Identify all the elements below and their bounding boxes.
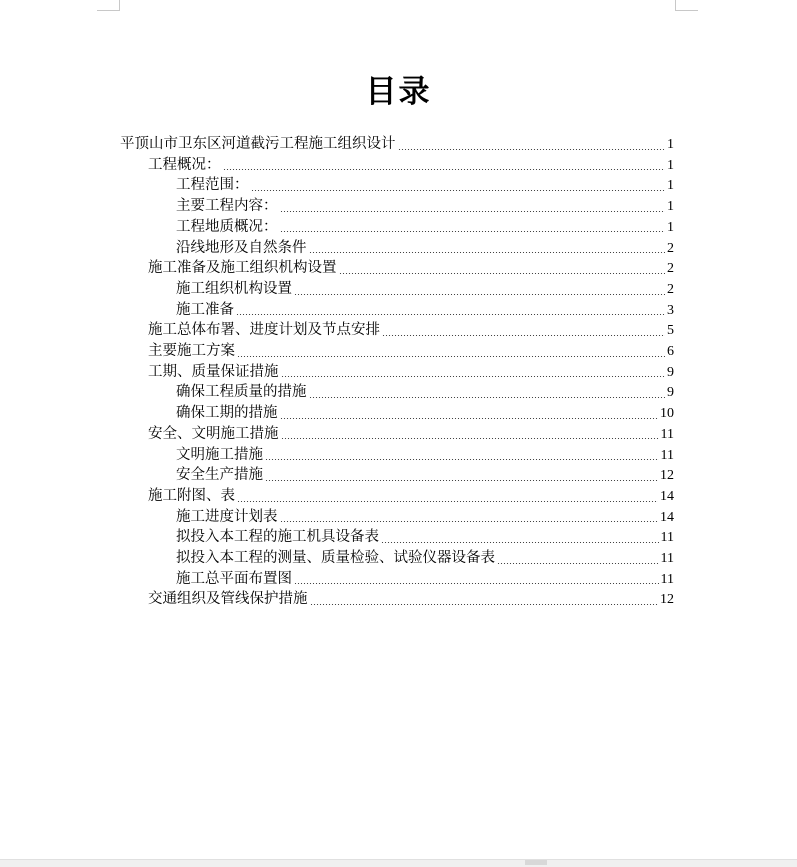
toc-entry-title: 施工组织机构设置 xyxy=(176,280,292,297)
toc-page-number: 11 xyxy=(660,530,674,546)
toc-entry-title: 安全、文明施工措施 xyxy=(148,425,279,442)
toc-entry[interactable] xyxy=(176,548,674,569)
toc-entry[interactable] xyxy=(176,196,674,217)
toc-entry-title: 平顶山市卫东区河道截污工程施工组织设计 xyxy=(120,136,396,152)
toc-entry[interactable] xyxy=(176,445,674,466)
toc-dot-leader xyxy=(265,459,659,460)
toc-entry[interactable] xyxy=(148,424,674,445)
toc-page-number: 14 xyxy=(660,488,674,504)
toc-entry-title: 沿线地形及自然条件 xyxy=(176,239,307,256)
toc-page-number: 1 xyxy=(667,157,674,173)
toc-dot-leader xyxy=(280,211,666,212)
toc-page-number: 12 xyxy=(660,592,674,608)
toc-entry[interactable] xyxy=(176,507,674,528)
toc-entry-title: 拟投入本工程的施工机具设备表 xyxy=(176,529,379,546)
toc-entry[interactable] xyxy=(176,569,674,590)
toc-page-number: 9 xyxy=(667,364,674,380)
toc-entry-title: 主要施工方案 xyxy=(148,343,235,359)
toc-entry[interactable] xyxy=(120,134,674,155)
toc-entry-title: 确保工期的措施 xyxy=(176,405,278,422)
toc-entry-title: 施工总平面布置图 xyxy=(176,570,292,587)
toc-dot-leader xyxy=(237,501,658,502)
toc-entry-title: 施工总体布署、进度计划及节点安排 xyxy=(148,322,380,339)
crop-mark-top-left xyxy=(97,0,120,11)
toc-dot-leader xyxy=(280,521,659,522)
toc-entry-title: 安全生产措施 xyxy=(176,467,263,484)
toc-entry-title: 工程地质概况： xyxy=(176,218,278,235)
toc-entry[interactable] xyxy=(148,486,674,507)
toc-entry-title: 工期、质量保证措施 xyxy=(148,363,279,380)
toc-page-number: 1 xyxy=(667,137,674,152)
toc-entry[interactable] xyxy=(148,258,674,279)
toc-entry-title: 主要工程内容： xyxy=(176,198,278,215)
toc-entry[interactable] xyxy=(176,238,674,259)
toc-entry[interactable] xyxy=(176,279,674,300)
toc-page-number: 1 xyxy=(667,178,674,194)
toc-page-number: 2 xyxy=(667,281,674,297)
toc-entry[interactable] xyxy=(148,362,674,383)
toc-entry-title: 拟投入本工程的测量、质量检验、试验仪器设备表 xyxy=(176,550,495,566)
toc-dot-leader xyxy=(339,273,666,274)
toc-dot-leader xyxy=(265,480,658,481)
toc-entry-title: 施工准备及施工组织机构设置 xyxy=(148,260,337,277)
toc-dot-leader xyxy=(280,231,666,232)
toc-page-number: 3 xyxy=(667,302,674,318)
toc-page-number: 9 xyxy=(667,385,674,401)
toc-entry[interactable] xyxy=(176,300,674,321)
toc-entry[interactable] xyxy=(176,175,674,196)
toc-page-number: 10 xyxy=(660,406,674,422)
toc-page-number: 6 xyxy=(667,344,674,359)
toc-page-number: 12 xyxy=(660,468,674,484)
toc-page-number: 11 xyxy=(660,447,674,463)
toc-dot-leader xyxy=(398,149,666,150)
toc-entry-title: 工程范围： xyxy=(176,177,249,194)
toc-dot-leader xyxy=(251,190,666,191)
toc-dot-leader xyxy=(236,314,665,315)
toc-page-number: 2 xyxy=(667,240,674,256)
toc-entry-title: 交通组织及管线保护措施 xyxy=(148,591,308,608)
toc-entry-title: 文明施工措施 xyxy=(176,446,263,463)
toc-page-number: 2 xyxy=(667,261,674,277)
toc-dot-leader xyxy=(309,397,666,398)
toc-dot-leader xyxy=(294,583,659,584)
toc-dot-leader xyxy=(280,418,659,419)
toc-entry[interactable] xyxy=(176,382,674,403)
toc-dot-leader xyxy=(237,356,665,357)
toc-dot-leader xyxy=(382,335,665,336)
page-marker xyxy=(525,860,547,865)
crop-mark-top-right xyxy=(675,0,698,11)
toc-page-number: 11 xyxy=(660,426,674,442)
toc-entry-title: 确保工程质量的措施 xyxy=(176,384,307,401)
toc-dot-leader xyxy=(223,169,666,170)
toc-entry[interactable] xyxy=(176,527,674,548)
toc-dot-leader xyxy=(309,252,666,253)
toc-entry[interactable] xyxy=(176,403,674,424)
toc-dot-leader xyxy=(497,563,659,564)
toc-page-number: 1 xyxy=(667,219,674,235)
toc-page-number: 1 xyxy=(667,199,674,215)
toc-dot-leader xyxy=(381,542,659,543)
toc-entry[interactable] xyxy=(176,217,674,238)
toc-dot-leader xyxy=(281,438,659,439)
toc-entry-title: 工程概况： xyxy=(148,156,221,173)
toc-page-number: 5 xyxy=(667,323,674,339)
toc-page-number: 11 xyxy=(660,551,674,566)
toc-dot-leader xyxy=(281,376,666,377)
toc-entry[interactable] xyxy=(148,589,674,610)
toc-entry-title: 施工进度计划表 xyxy=(176,508,278,525)
toc-entry[interactable] xyxy=(176,465,674,486)
toc-page-number: 11 xyxy=(660,571,674,587)
toc-entry[interactable] xyxy=(148,320,674,341)
toc-entry[interactable] xyxy=(148,341,674,362)
toc-dot-leader xyxy=(294,294,665,295)
toc-entry[interactable] xyxy=(148,155,674,176)
toc-entry-title: 施工准备 xyxy=(176,301,234,318)
toc-entry-title: 施工附图、表 xyxy=(148,487,235,504)
page-title: 目录 xyxy=(365,73,432,110)
toc-dot-leader xyxy=(310,604,659,605)
toc-page-number: 14 xyxy=(660,509,674,525)
